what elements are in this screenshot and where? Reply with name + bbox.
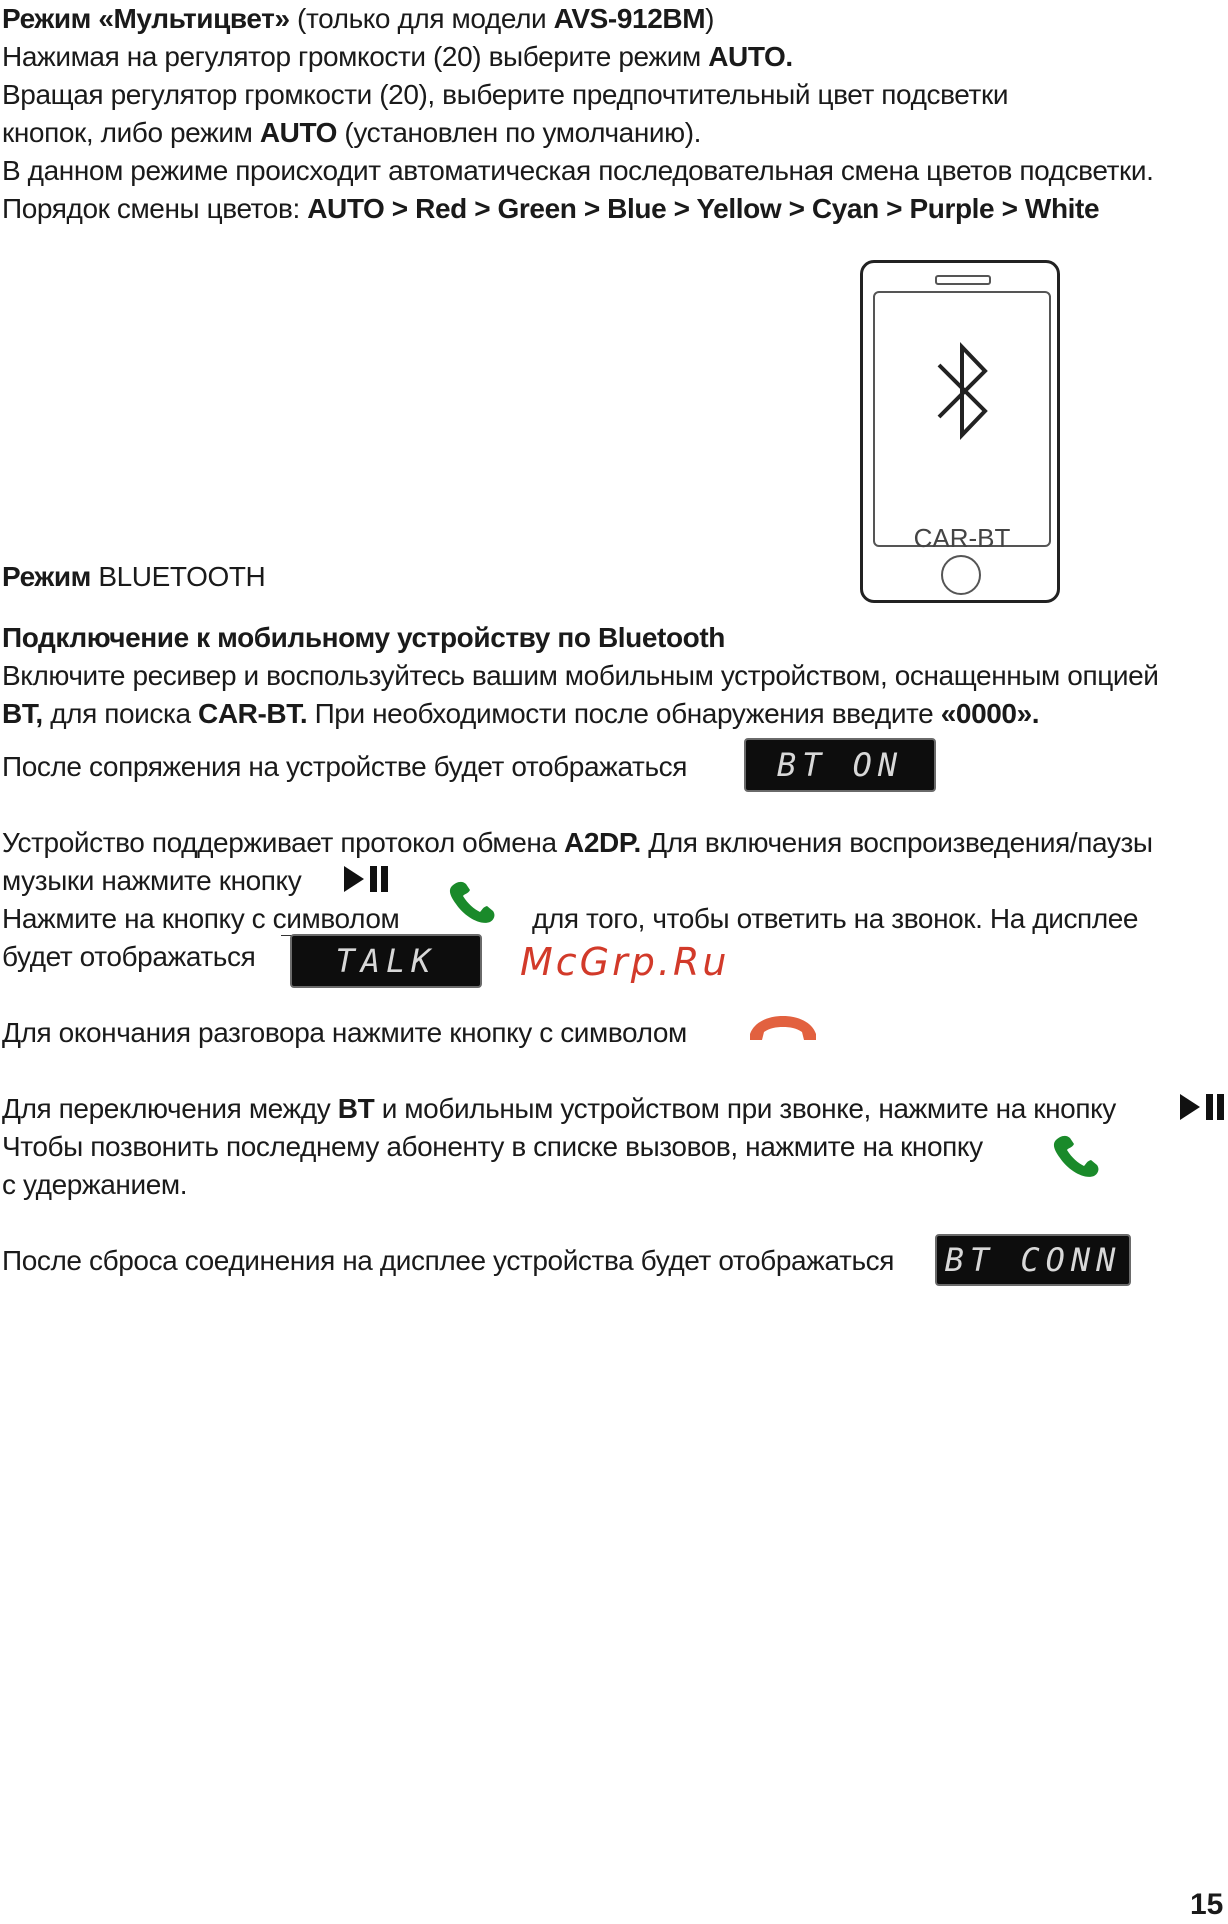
end-call-icon (746, 1012, 820, 1044)
multicolor-line-4: В данном режиме происходит автоматическая последовательная смена цветов подсветки. (2, 155, 1154, 186)
bold-text: AUTO (259, 117, 338, 148)
answer-line-c: будет отображаться (2, 941, 256, 972)
reset-line: После сброса соединения на дисплее устройства будет отображаться (2, 1245, 895, 1276)
text: Порядок смены цветов: (2, 193, 308, 224)
multicolor-line-1 (2, 38, 793, 76)
page-number: 15 (1190, 1888, 1224, 1921)
bluetooth-subtitle: Подключение к мобильному устройству по Bluetooth (2, 622, 725, 653)
text: Для переключения между (2, 1093, 338, 1124)
bold-text: BT, (2, 698, 43, 729)
text: кнопок, либо режим (2, 117, 260, 148)
bold-text: CAR-BT. (198, 698, 308, 729)
text: и мобильным устройством при звонке, нажмите на кнопку (374, 1093, 1116, 1124)
text: Устройство поддерживает протокол обмена (2, 827, 564, 858)
text: Нажимая на регулятор громкости (20) выберите режим (2, 41, 709, 72)
title-text: (только для модели (289, 3, 554, 34)
model-name: AVS-912BM (553, 3, 706, 34)
multicolor-title: Режим «Мультицвет» (2, 3, 290, 34)
play-pause-icon (344, 864, 392, 894)
watermark: McGrp.Ru (520, 940, 730, 984)
switch-line (2, 1090, 1116, 1128)
lcd-bt-conn: BT CONN (935, 1234, 1131, 1286)
text: Для включения воспроизведения/паузы (640, 827, 1153, 858)
phone-screen (873, 291, 1051, 553)
end-call-line: Для окончания разговора нажмите кнопку с символом (2, 1017, 687, 1048)
phone-illustration (860, 260, 1060, 603)
accept-call-icon (446, 878, 498, 926)
title-b: BLUETOOTH (98, 561, 266, 592)
bold-text: AUTO. (708, 41, 793, 72)
redial-line-b: с удержанием. (2, 1169, 188, 1200)
title-a: Режим (2, 561, 99, 592)
music-line: музыки нажмите кнопку (2, 865, 302, 896)
text: (установлен по умолчанию). (337, 117, 702, 148)
bold-text: BT (337, 1093, 375, 1124)
pairing-text: После сопряжения на устройстве будет отображаться (2, 751, 688, 782)
color-order: AUTO > Red > Green > Blue > Yellow > Cyan > Purple > White (307, 193, 1100, 224)
accept-call-icon (1050, 1132, 1102, 1180)
multicolor-line-5 (2, 190, 1099, 228)
bt-paragraph-line-2 (2, 695, 1039, 733)
answer-line-b: для того, чтобы ответить на звонок. На дисплее (532, 903, 1139, 934)
redial-line-a: Чтобы позвонить последнему абоненту в списке вызовов, нажмите на кнопку (2, 1131, 983, 1162)
bold-text: A2DP. (564, 827, 641, 858)
phone-home-button (941, 555, 981, 595)
multicolor-line-3 (2, 114, 701, 152)
phone-speaker (935, 275, 991, 285)
text: для поиска (42, 698, 199, 729)
text: При необходимости после обнаружения введите (307, 698, 941, 729)
phone-screen-label: CAR-BT (913, 523, 1011, 553)
bt-paragraph-line-1: Включите ресивер и воспользуйтесь вашим мобильным устройством, оснащенным опцией (2, 660, 1159, 691)
title-close: ) (705, 3, 715, 34)
bluetooth-icon (927, 335, 997, 447)
bluetooth-title (2, 558, 265, 596)
lcd-bt-on: BT ON (744, 738, 936, 792)
lcd-talk: TALK (290, 934, 482, 988)
multicolor-line-2: Вращая регулятор громкости (20), выберите предпочтительный цвет подсветки (2, 79, 1009, 110)
play-pause-icon (1180, 1092, 1228, 1122)
multicolor-title-line (2, 0, 714, 38)
a2dp-line (2, 824, 1153, 862)
answer-line-a: Нажмите на кнопку с символом (2, 903, 400, 934)
pin-code: «0000». (940, 698, 1040, 729)
